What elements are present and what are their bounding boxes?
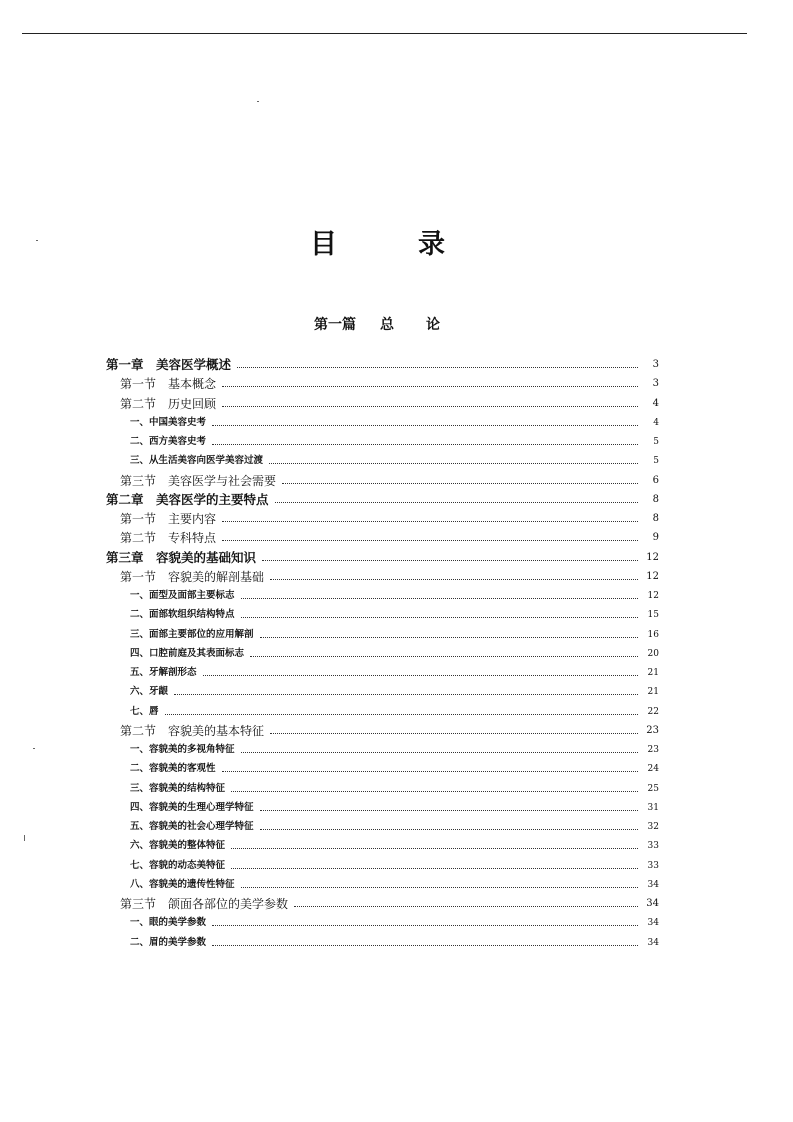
dot-leader: [237, 367, 638, 368]
toc-page-number: 33: [647, 841, 659, 852]
dot-leader: [250, 656, 638, 657]
toc-row-item: [0, 934, 793, 952]
part-heading: [0, 314, 793, 338]
toc-row-section: [0, 895, 793, 913]
toc-row-item: [0, 857, 793, 875]
dot-leader: [270, 733, 638, 734]
dot-leader: [241, 752, 638, 753]
dot-leader: [294, 906, 638, 907]
toc-page-number: 34: [647, 918, 659, 929]
part-number: 第一篇: [314, 317, 356, 333]
dot-leader: [222, 771, 638, 772]
toc-row-section: [0, 722, 793, 740]
toc-entry-title: 六、容貌美的整体特征: [130, 837, 229, 855]
toc-entry-title: 一、面型及面部主要标志: [130, 587, 239, 605]
dot-leader: [174, 694, 638, 695]
toc-entry-title: 五、牙解剖形态: [130, 664, 201, 682]
toc-row-item: [0, 683, 793, 701]
dot-leader: [260, 637, 638, 638]
toc-entry-title: 第二节 专科特点: [120, 529, 220, 547]
part-title-char-2: 论: [426, 317, 440, 333]
toc-entry-title: 四、容貌美的生理心理学特征: [130, 799, 258, 817]
toc-entry-title: 第一节 基本概念: [120, 375, 220, 393]
dot-leader: [270, 579, 638, 580]
toc-row-item: [0, 606, 793, 624]
toc-row-item: [0, 799, 793, 817]
toc-page-number: 12: [646, 551, 659, 563]
toc-entry-title: 六、牙龈: [130, 683, 172, 701]
dot-leader: [269, 463, 638, 464]
toc-page-number: 4: [652, 397, 659, 409]
toc-page-number: 34: [647, 879, 659, 890]
dot-leader: [203, 675, 638, 676]
toc-page-number: 34: [647, 937, 659, 948]
toc-entry-title: 二、眉的美学参数: [130, 934, 210, 952]
dot-leader: [231, 791, 638, 792]
toc-entry-title: 第一节 容貌美的解剖基础: [120, 568, 268, 586]
toc-page-number: 12: [647, 591, 659, 601]
toc-page-number: 33: [647, 860, 659, 871]
page-title-char-2: 录: [418, 229, 445, 260]
toc-row-section: [0, 395, 793, 413]
dot-leader: [241, 598, 638, 599]
toc-row-section: [0, 472, 793, 490]
toc-page-number: 23: [646, 724, 659, 736]
dot-leader: [275, 502, 638, 503]
toc-entry-title: 一、容貌美的多视角特征: [130, 741, 239, 759]
toc-row-item: [0, 587, 793, 605]
toc-row-item: [0, 837, 793, 855]
dot-leader: [260, 829, 638, 830]
toc-row-chapter: [0, 549, 793, 567]
toc-entry-title: 二、面部软组织结构特点: [130, 606, 239, 624]
toc-entry-title: 四、口腔前庭及其表面标志: [130, 645, 248, 663]
toc-page-number: 22: [647, 706, 659, 717]
dot-leader: [165, 714, 638, 715]
toc-page-number: 34: [646, 898, 659, 909]
toc-row-item: [0, 818, 793, 836]
toc-row-item: [0, 645, 793, 663]
dot-leader: [222, 521, 638, 522]
toc-page-number: 25: [647, 783, 659, 794]
toc-entry-title: 二、容貌美的客观性: [130, 760, 220, 778]
page-title-char-1: 目: [310, 229, 337, 260]
toc-page-number: 23: [647, 745, 659, 755]
scan-speck: [24, 835, 25, 841]
dot-leader: [212, 945, 638, 946]
toc-entry-title: 三、面部主要部位的应用解剖: [130, 626, 258, 644]
toc-entry-title: 第三节 美容医学与社会需要: [120, 472, 280, 490]
toc-entry-title: 三、容貌美的结构特征: [130, 780, 229, 798]
toc-page-number: 5: [653, 437, 659, 447]
toc-entry-title: 第一节 主要内容: [120, 510, 220, 528]
toc-entry-title: 第二节 容貌美的基本特征: [120, 722, 268, 740]
toc-row-item: [0, 914, 793, 932]
toc-entry-title: 七、唇: [130, 703, 163, 721]
toc-row-section: [0, 529, 793, 547]
toc-entry-title: 三、从生活美容向医学美容过渡: [130, 452, 267, 470]
toc-page-number: 6: [652, 474, 659, 486]
toc-row-item: [0, 452, 793, 470]
toc-entry-title: 第一章 美容医学概述: [106, 356, 235, 374]
toc-row-section: [0, 510, 793, 528]
toc-entry-title: 七、容貌的动态美特征: [130, 857, 229, 875]
toc-page-number: 12: [646, 570, 659, 582]
toc-page-number: 32: [647, 822, 659, 832]
toc-entry-title: 八、容貌美的遗传性特征: [130, 876, 239, 894]
toc-page-number: 15: [647, 610, 659, 621]
toc-page-number: 9: [652, 532, 659, 544]
toc-row-section: [0, 375, 793, 393]
toc-page-number: 4: [653, 417, 659, 428]
toc-page-number: 21: [647, 687, 659, 698]
toc-row-chapter: [0, 491, 793, 509]
toc-row-item: [0, 780, 793, 798]
toc-page-number: 24: [647, 764, 659, 775]
toc-page-number: 3: [652, 359, 659, 370]
scan-speck: [257, 101, 259, 102]
dot-leader: [222, 540, 638, 541]
toc-row-item: [0, 760, 793, 778]
dot-leader: [231, 868, 638, 869]
toc-page-number: 21: [647, 668, 659, 678]
toc-entry-title: 第三节 颌面各部位的美学参数: [120, 895, 292, 913]
dot-leader: [222, 406, 638, 407]
dot-leader: [212, 425, 638, 426]
toc-entry-title: 第二节 历史回顾: [120, 395, 220, 413]
toc-entry-title: 二、西方美容史考: [130, 433, 210, 451]
toc-row-item: [0, 433, 793, 451]
dot-leader: [212, 925, 638, 926]
dot-leader: [231, 848, 638, 849]
scan-speck: [36, 240, 38, 241]
toc-page-number: 3: [652, 378, 659, 390]
toc-row-item: [0, 414, 793, 432]
toc-entry-title: 一、中国美容史考: [130, 414, 210, 432]
dot-leader: [222, 386, 638, 387]
toc-row-item: [0, 664, 793, 682]
toc-page-number: 8: [652, 493, 659, 505]
toc-page-number: 5: [653, 456, 659, 467]
toc-row-item: [0, 876, 793, 894]
dot-leader: [212, 444, 638, 445]
dot-leader: [241, 617, 638, 618]
page-title: [0, 222, 793, 262]
scan-speck: [33, 748, 35, 749]
toc-row-item: [0, 741, 793, 759]
toc-page-number: 16: [647, 629, 659, 640]
top-rule: [22, 33, 747, 34]
toc-row-item: [0, 626, 793, 644]
dot-leader: [262, 560, 638, 561]
toc-row-chapter: [0, 356, 793, 374]
toc-page-number: 20: [647, 648, 659, 659]
toc-entry-title: 第二章 美容医学的主要特点: [106, 491, 273, 509]
dot-leader: [282, 483, 638, 484]
toc-page-number: 8: [652, 513, 659, 524]
part-title-char-1: 总: [380, 317, 394, 333]
toc-entry-title: 一、眼的美学参数: [130, 914, 210, 932]
dot-leader: [241, 887, 638, 888]
toc-row-section: [0, 568, 793, 586]
dot-leader: [260, 810, 638, 811]
toc-entry-title: 第三章 容貌美的基础知识: [106, 549, 260, 567]
toc-entry-title: 五、容貌美的社会心理学特征: [130, 818, 258, 836]
toc-row-item: [0, 703, 793, 721]
toc-page-number: 31: [647, 802, 659, 813]
